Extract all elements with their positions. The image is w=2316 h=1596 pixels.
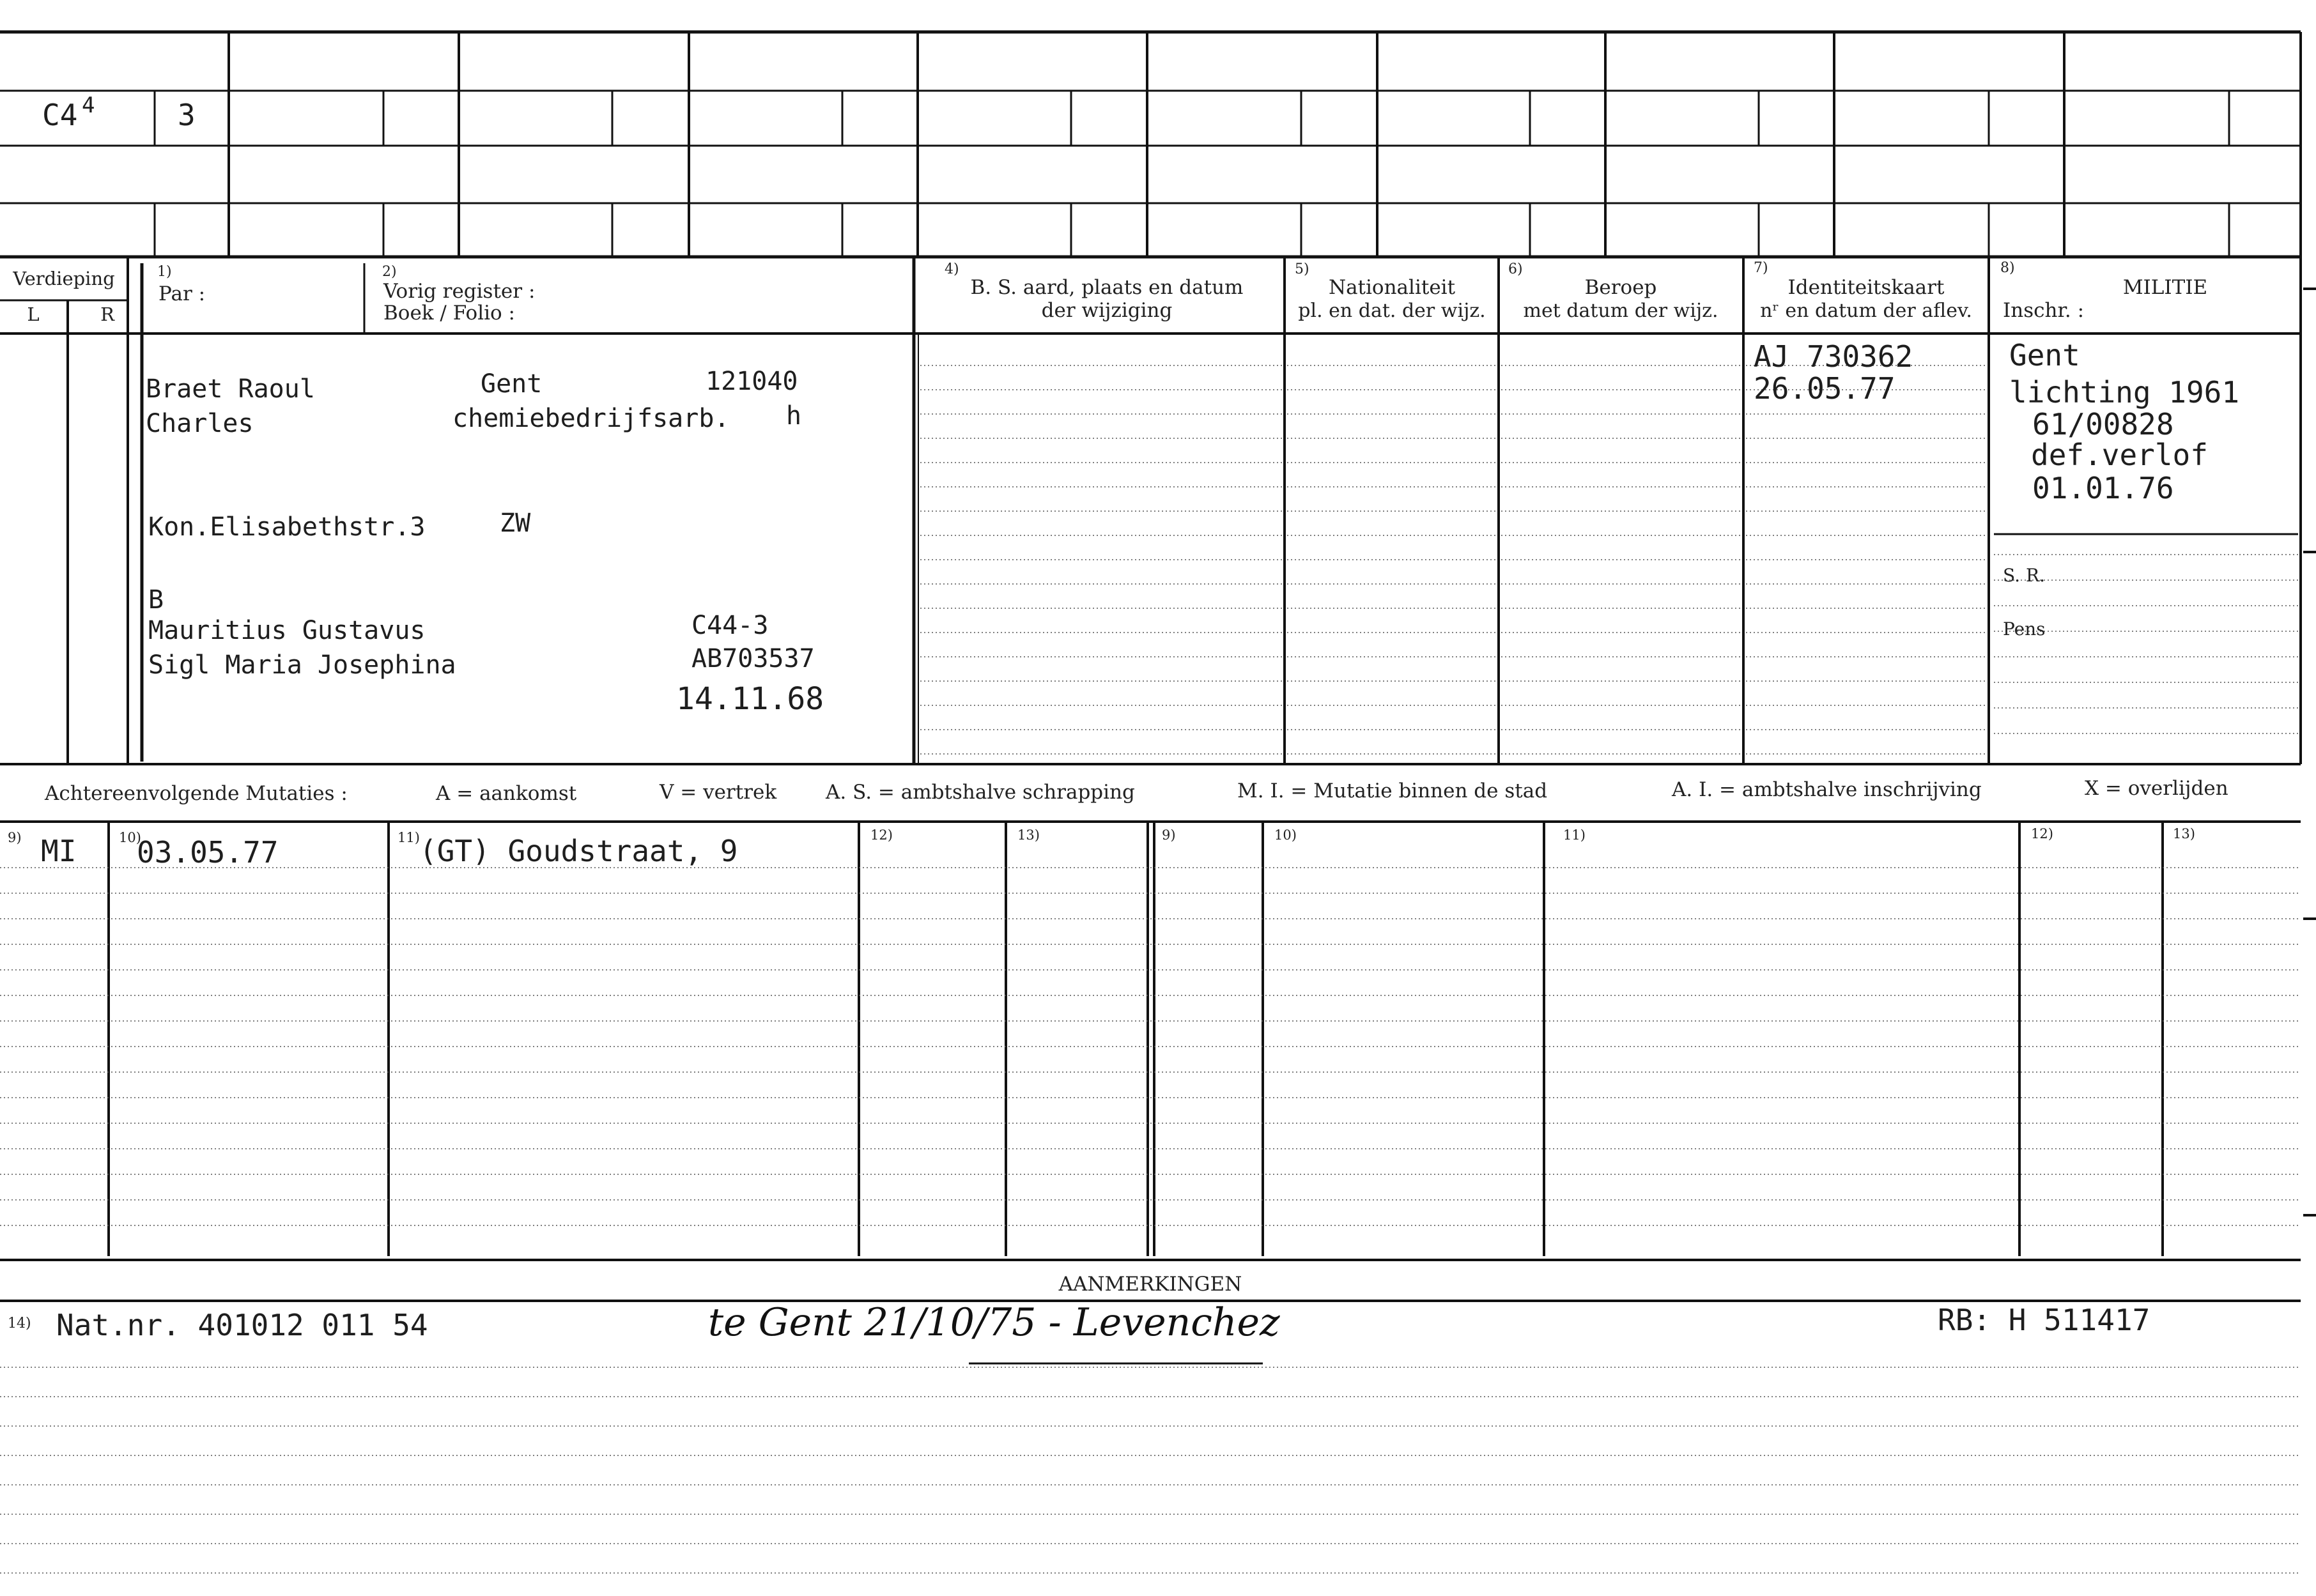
militie-lichting: lichting 1961: [2009, 375, 2240, 410]
person-birthplace: Gent: [481, 369, 543, 399]
mut-col-13b-number: 13): [2173, 826, 2195, 841]
person-civil-code: ZW: [500, 509, 531, 538]
beroep-header-line1: Beroep: [1584, 276, 1657, 299]
legend-overlijden: X = overlijden: [2085, 777, 2228, 800]
vorig-register-label: Vorig register :: [383, 280, 536, 303]
legend-aankomst: A = aankomst: [436, 782, 577, 805]
militie-status: def.verlof: [2031, 438, 2208, 472]
floor-left-label: L: [27, 303, 40, 325]
bs-header-line2: der wijziging: [1041, 299, 1173, 322]
militie-field-number: 8): [2000, 260, 2015, 276]
boek-folio-label: Boek / Folio :: [383, 302, 515, 325]
person-ref-code: C44-3: [691, 611, 769, 640]
verdieping-label: Verdieping: [13, 268, 115, 289]
identity-card-number: AJ 730362: [1754, 339, 1913, 374]
mutations-table-lines: [0, 822, 2301, 1260]
identity-card-date: 26.05.77: [1754, 371, 1895, 406]
person-ref-number: AB703537: [691, 644, 815, 673]
id-field-number: 7): [1754, 260, 1768, 276]
header-row-lines: [0, 257, 2301, 764]
pens-label: Pens: [2003, 618, 2046, 640]
id-header-line1: Identiteitskaart: [1787, 276, 1945, 299]
legend-vertrek: V = vertrek: [660, 781, 777, 804]
legend-ambtshalve-schrapping: A. S. = ambtshalve schrapping: [826, 781, 1135, 804]
remarks-field-number: 14): [8, 1316, 31, 1331]
inschr-label: Inschr. :: [2003, 299, 2085, 322]
person-father: Mauritius Gustavus: [148, 616, 426, 645]
mut-col-12b-number: 12): [2031, 826, 2053, 841]
mutation-address: (GT) Goudstraat, 9: [419, 834, 738, 868]
mut-col-9b-number: 9): [1162, 827, 1176, 843]
card-code-superscript: 4: [82, 93, 95, 118]
floor-right-label: R: [100, 303, 114, 325]
rb-number: RB: H 511417: [1938, 1303, 2150, 1337]
legend-ambtshalve-inschrijving: A. I. = ambtshalve inschrijving: [1672, 778, 1982, 801]
mutations-title: Achtereenvolgende Mutaties :: [45, 782, 348, 805]
edge-ticks: [2303, 289, 2316, 1215]
card-number: 3: [178, 98, 196, 132]
person-address: Kon.Elisabethstr.3: [148, 512, 426, 542]
militie-number: 61/00828: [2032, 407, 2174, 441]
national-number: Nat.nr. 401012 011 54: [56, 1308, 428, 1342]
mut-col-10-number: 10): [119, 830, 141, 845]
remarks-title: AANMERKINGEN: [1058, 1273, 1242, 1296]
par-field-number: 1): [157, 264, 172, 280]
vorig-field-number: 2): [382, 264, 397, 280]
nat-field-number: 5): [1295, 261, 1309, 277]
person-birthdate: 121040: [706, 367, 798, 396]
mutations-dotted-ruling: [0, 868, 2301, 1225]
remarks-dotted-ruling: [0, 1367, 2301, 1573]
id-header-line2: nʳ en datum der aflev.: [1760, 300, 1972, 322]
nat-header-line1: Nationaliteit: [1328, 276, 1456, 299]
person-given-names: Charles: [146, 409, 254, 438]
mutation-code: MI: [41, 834, 77, 868]
militie-header: MILITIE: [2122, 276, 2208, 299]
bs-header-line1: B. S. aard, plaats en datum: [970, 276, 1244, 299]
card-code: C4: [42, 98, 78, 132]
mutation-date: 03.05.77: [137, 835, 279, 870]
top-grid: [0, 32, 2301, 257]
legend-mutatie-binnen-stad: M. I. = Mutatie binnen de stad: [1237, 779, 1548, 802]
person-profession: chemiebedrijfsarb.: [452, 404, 730, 433]
militie-date: 01.01.76: [2032, 471, 2174, 505]
person-sex: h: [786, 401, 802, 431]
nat-header-line2: pl. en dat. der wijz.: [1298, 300, 1486, 322]
beroep-field-number: 6): [1508, 261, 1523, 277]
mut-col-10b-number: 10): [1274, 827, 1297, 843]
mut-col-9-number: 9): [8, 830, 22, 845]
bs-field-number: 4): [945, 261, 959, 277]
mut-col-11b-number: 11): [1563, 827, 1586, 843]
mut-col-12-number: 12): [870, 827, 893, 843]
mut-col-11-number: 11): [398, 830, 420, 845]
person-surname: Braet Raoul: [146, 374, 315, 404]
militie-place: Gent: [2009, 338, 2080, 372]
par-label: Par :: [158, 282, 206, 305]
beroep-header-line2: met datum der wijz.: [1523, 300, 1718, 322]
mut-col-13-number: 13): [1017, 827, 1040, 843]
handwritten-remark: te Gent 21/10/75 - Levenchez: [708, 1300, 1280, 1345]
sr-label: S. R.: [2003, 565, 2045, 586]
person-marker: B: [148, 585, 164, 615]
person-ref-date: 14.11.68: [676, 681, 824, 717]
person-mother: Sigl Maria Josephina: [148, 650, 456, 680]
